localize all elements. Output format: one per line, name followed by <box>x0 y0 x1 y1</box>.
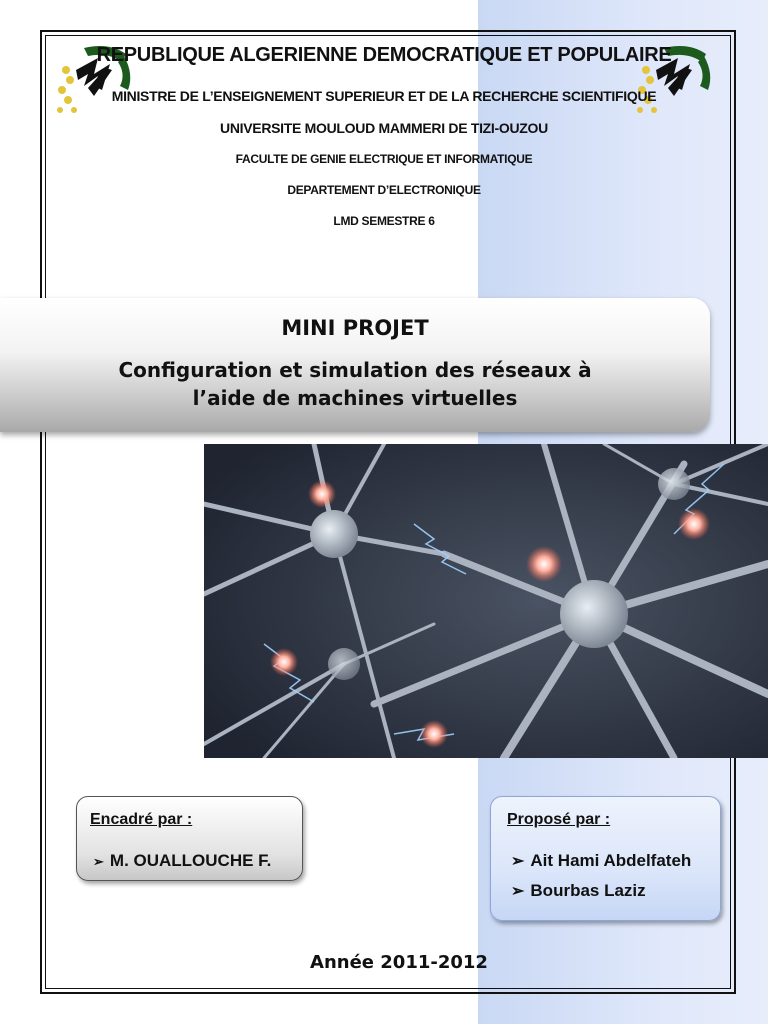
proposer-row-2 <box>511 881 646 901</box>
proposer-name-1: Ait Hami Abdelfateh <box>530 851 692 870</box>
project-title-line-1: Configuration et simulation des réseaux à <box>118 358 592 382</box>
arrowhead-icon: ➢ <box>511 853 525 870</box>
faculty-heading: FACULTE DE GENIE ELECTRIQUE ET INFORMATIQUE <box>235 152 533 166</box>
ministry-heading: MINISTRE DE L’ENSEIGNEMENT SUPERIEUR ET DE LA RECHERCHE SCIENTIFIQUE <box>111 88 657 104</box>
proposers-label: Proposé par : <box>507 811 611 828</box>
proposers-box <box>490 796 721 921</box>
proposer-name-2: Bourbas Laziz <box>530 881 646 900</box>
department-heading: DEPARTEMENT D’ELECTRONIQUE <box>287 183 481 197</box>
semester-heading: LMD SEMESTRE 6 <box>333 214 435 228</box>
supervisor-box <box>76 796 303 881</box>
neuron-network-graphic <box>204 444 768 758</box>
supervisor-label: Encadré par : <box>90 811 193 828</box>
academic-year: Année 2011-2012 <box>310 952 488 973</box>
proposer-row-1 <box>511 851 691 871</box>
supervisor-name: M. OUALLOUCHE F. <box>109 851 272 870</box>
arrowhead-icon: ➢ <box>511 883 525 900</box>
project-title-line-2: l’aide de machines virtuelles <box>192 386 518 410</box>
neuron-illustration <box>204 444 768 758</box>
project-title <box>50 356 660 412</box>
university-heading: UNIVERSITE MOULOUD MAMMERI DE TIZI-OUZOU <box>220 120 548 136</box>
supervisor-name-row <box>93 851 271 871</box>
arrowhead-icon: ➢ <box>93 854 104 869</box>
project-type-title: MINI PROJET <box>281 316 429 340</box>
republic-heading: REPUBLIQUE ALGERIENNE DEMOCRATIQUE ET POPULAIRE <box>96 44 672 66</box>
